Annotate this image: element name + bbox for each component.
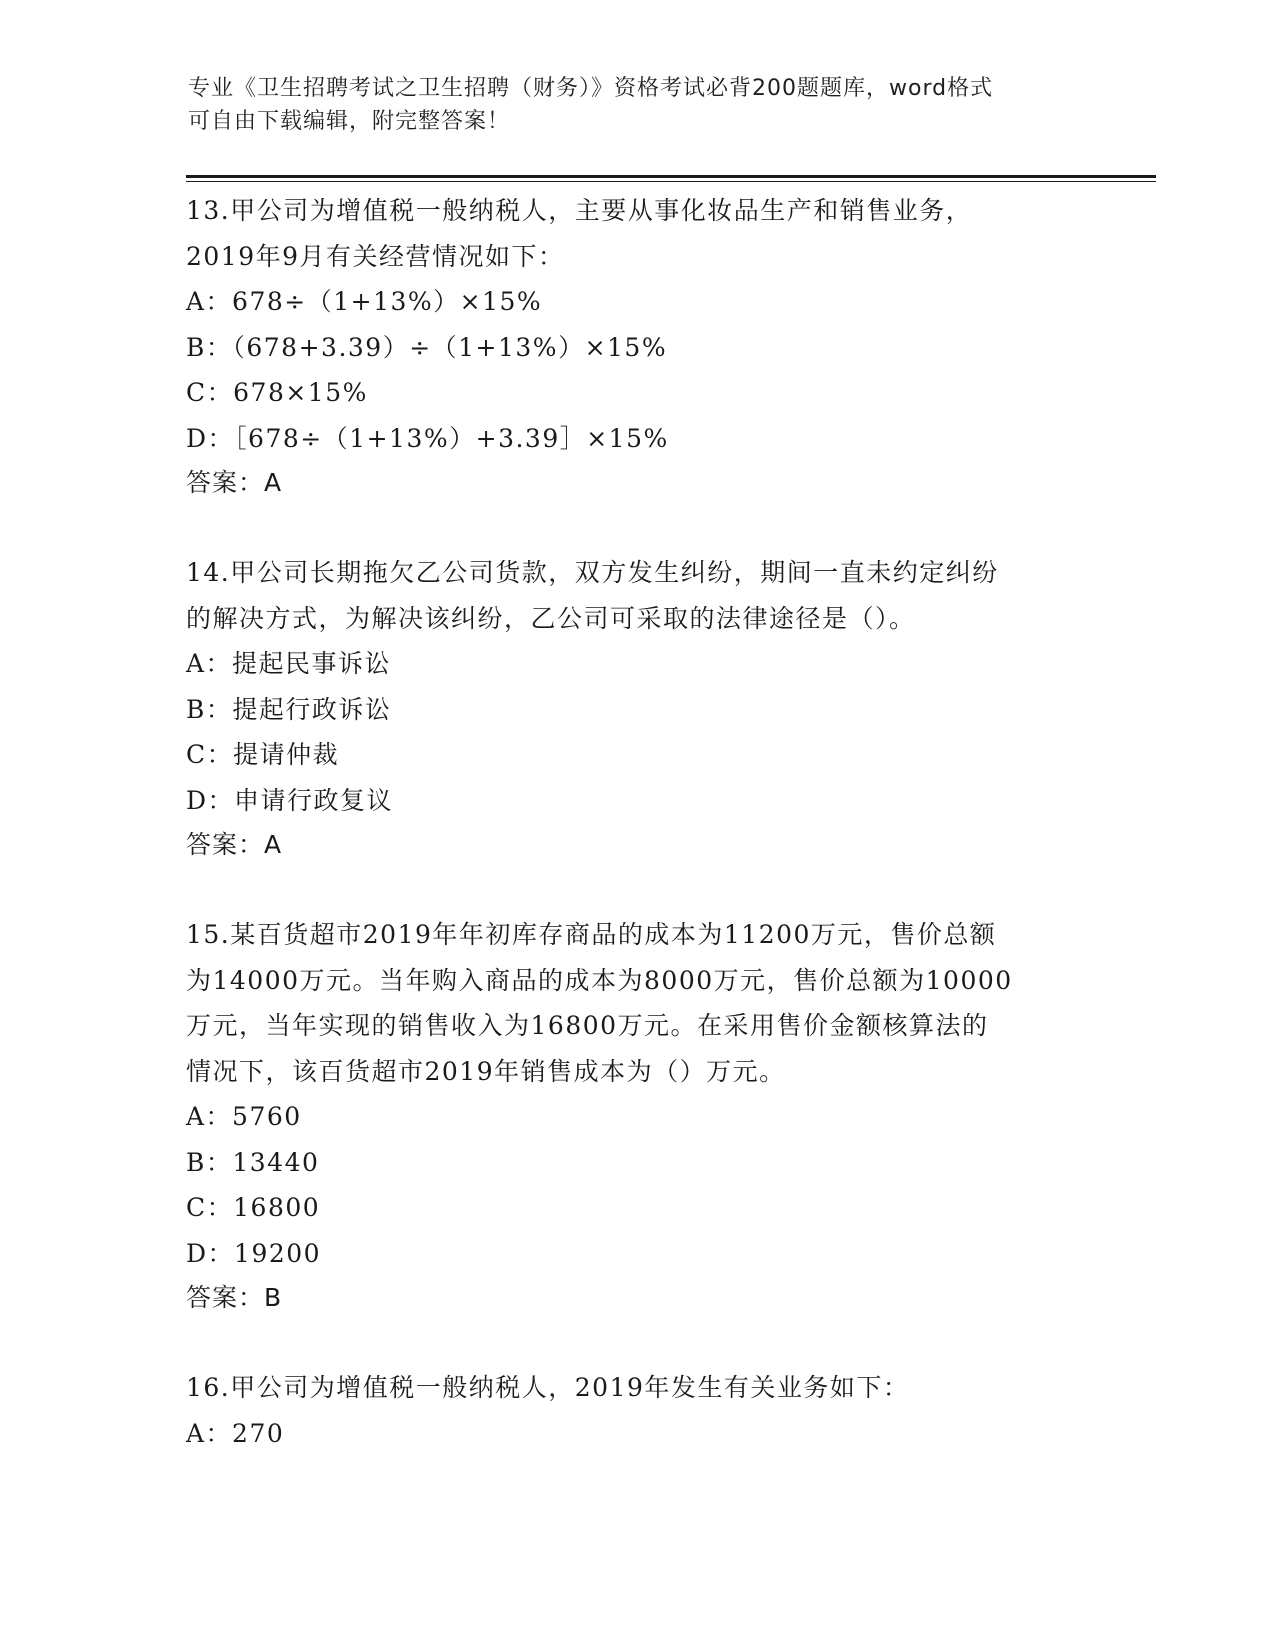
question-stem-line: 为14000万元。当年购入商品的成本为8000万元，售价总额为10000 <box>186 965 1013 995</box>
question-stem-line: 15.某百货超市2019年年初库存商品的成本为11200万元，售价总额 <box>186 920 997 949</box>
question-16 <box>186 1365 1086 1456</box>
question-15 <box>186 912 1086 1320</box>
option-c: C：提请仲裁 <box>186 740 340 769</box>
question-stem-line: 14.甲公司长期拖欠乙公司货款，双方发生纠纷，期间一直未约定纠纷 <box>186 558 999 587</box>
option-d: D：19200 <box>186 1238 322 1268</box>
option-a: A：270 <box>186 1418 285 1448</box>
question-stem-line: 情况下，该百货超市2019年销售成本为（）万元。 <box>186 1056 786 1086</box>
question-14 <box>186 550 1086 867</box>
answer-line: 答案：A <box>186 468 283 497</box>
answer-line: 答案：A <box>186 830 283 859</box>
document-header <box>188 72 1068 138</box>
spacer <box>186 505 1086 550</box>
question-stem-line: 的解决方式，为解决该纠纷，乙公司可采取的法律途径是（）。 <box>186 603 916 633</box>
option-a: A：提起民事诉讼 <box>186 649 392 678</box>
option-c: C：16800 <box>186 1193 321 1222</box>
question-stem-line: 万元，当年实现的销售收入为16800万元。在采用售价金额核算法的 <box>186 1011 989 1040</box>
option-b: B：13440 <box>186 1147 320 1177</box>
option-d: D：申请行政复议 <box>186 785 394 815</box>
option-b: B：（678+3.39）÷（1+13%）×15% <box>186 332 668 362</box>
question-list <box>186 188 1086 1456</box>
option-c: C：678×15% <box>186 378 368 407</box>
answer-line: 答案：B <box>186 1283 283 1312</box>
question-stem-line: 13.甲公司为增值税一般纳税人，主要从事化妆品生产和销售业务， <box>186 196 973 225</box>
question-13 <box>186 188 1086 505</box>
option-b: B：提起行政诉讼 <box>186 694 392 724</box>
question-stem-line: 16.甲公司为增值税一般纳税人，2019年发生有关业务如下： <box>186 1373 910 1402</box>
option-a: A：678÷（1+13%）×15% <box>186 287 543 316</box>
option-a: A：5760 <box>186 1102 302 1131</box>
spacer <box>186 1320 1086 1365</box>
option-d: D：［678÷（1+13%）+3.39］×15% <box>186 423 669 453</box>
question-stem-line: 2019年9月有关经营情况如下： <box>186 241 565 271</box>
spacer <box>186 867 1086 912</box>
header-line-1: 专业《卫生招聘考试之卫生招聘（财务）》资格考试必背200题题库，word格式 <box>188 76 994 101</box>
header-divider-thin <box>186 181 1156 182</box>
header-divider-thick <box>186 175 1156 178</box>
header-line-2: 可自由下载编辑，附完整答案！ <box>188 109 511 134</box>
